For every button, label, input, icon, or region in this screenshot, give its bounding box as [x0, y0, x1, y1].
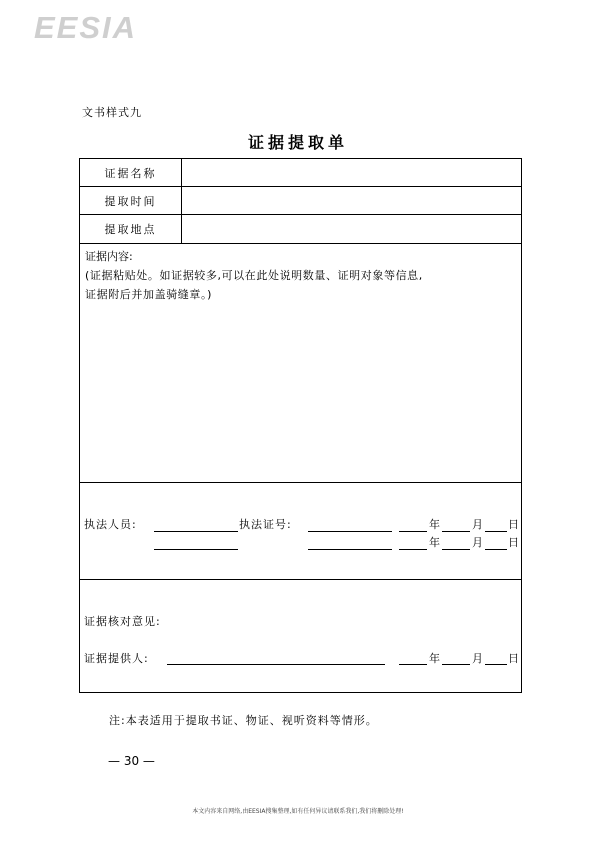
- evidence-content-section: [80, 244, 521, 483]
- extraction-place-label: 提取地点: [80, 215, 182, 243]
- evidence-content-heading: 证据内容:: [85, 250, 133, 263]
- verification-opinion-label: 证据核对意见:: [84, 615, 161, 628]
- year-label-2: 年: [429, 536, 440, 549]
- provider-year-label: 年: [429, 652, 440, 665]
- certificate-number-line-2: [308, 549, 392, 550]
- extraction-place-row: [80, 215, 521, 244]
- evidence-name-row: [80, 159, 521, 187]
- certificate-number-line-1: [308, 531, 392, 532]
- officers-section: [80, 483, 521, 580]
- evidence-name-label: 证据名称: [80, 159, 182, 186]
- day-label-2: 日: [508, 536, 519, 549]
- month-line-1: [442, 531, 470, 532]
- page-number: — 30 —: [108, 754, 155, 768]
- provider-year-line: [399, 664, 427, 665]
- footer-disclaimer: 本文内容来自网络,由EESIA搜集整理,如有任何异议请联系我们,我们将删除处理!: [192, 808, 404, 815]
- usage-note: 注:本表适用于提取书证、物证、视听资料等情形。: [109, 714, 378, 727]
- year-label-1: 年: [429, 518, 440, 531]
- extraction-time-row: [80, 187, 521, 215]
- month-line-2: [442, 549, 470, 550]
- provider-day-label: 日: [508, 652, 519, 665]
- provider-day-line: [485, 664, 507, 665]
- provider-month-line: [442, 664, 470, 665]
- month-label-2: 月: [472, 536, 483, 549]
- evidence-content-instruction-line1: (证据粘贴处。如证据较多,可以在此处说明数量、证明对象等信息,: [85, 269, 423, 282]
- evidence-form: [79, 158, 522, 693]
- extraction-time-label: 提取时间: [80, 187, 182, 214]
- provider-signature-line: [167, 664, 385, 665]
- year-line-1: [399, 531, 427, 532]
- month-label-1: 月: [472, 518, 483, 531]
- day-line-2: [485, 549, 507, 550]
- document-type-label: 文书样式九: [82, 106, 142, 119]
- eesia-logo: EESIA: [34, 10, 138, 45]
- verification-section: [80, 580, 521, 692]
- evidence-provider-label: 证据提供人:: [84, 652, 149, 665]
- officer-label: 执法人员:: [84, 518, 137, 531]
- evidence-content-instruction-line2: 证据附后并加盖骑缝章。): [85, 288, 212, 301]
- officer-signature-line-1: [154, 531, 238, 532]
- day-line-1: [485, 531, 507, 532]
- page-title: 证据提取单: [247, 133, 348, 152]
- day-label-1: 日: [508, 518, 519, 531]
- year-line-2: [399, 549, 427, 550]
- certificate-number-label: 执法证号:: [239, 518, 292, 531]
- provider-month-label: 月: [472, 652, 483, 665]
- officer-signature-line-2: [154, 549, 238, 550]
